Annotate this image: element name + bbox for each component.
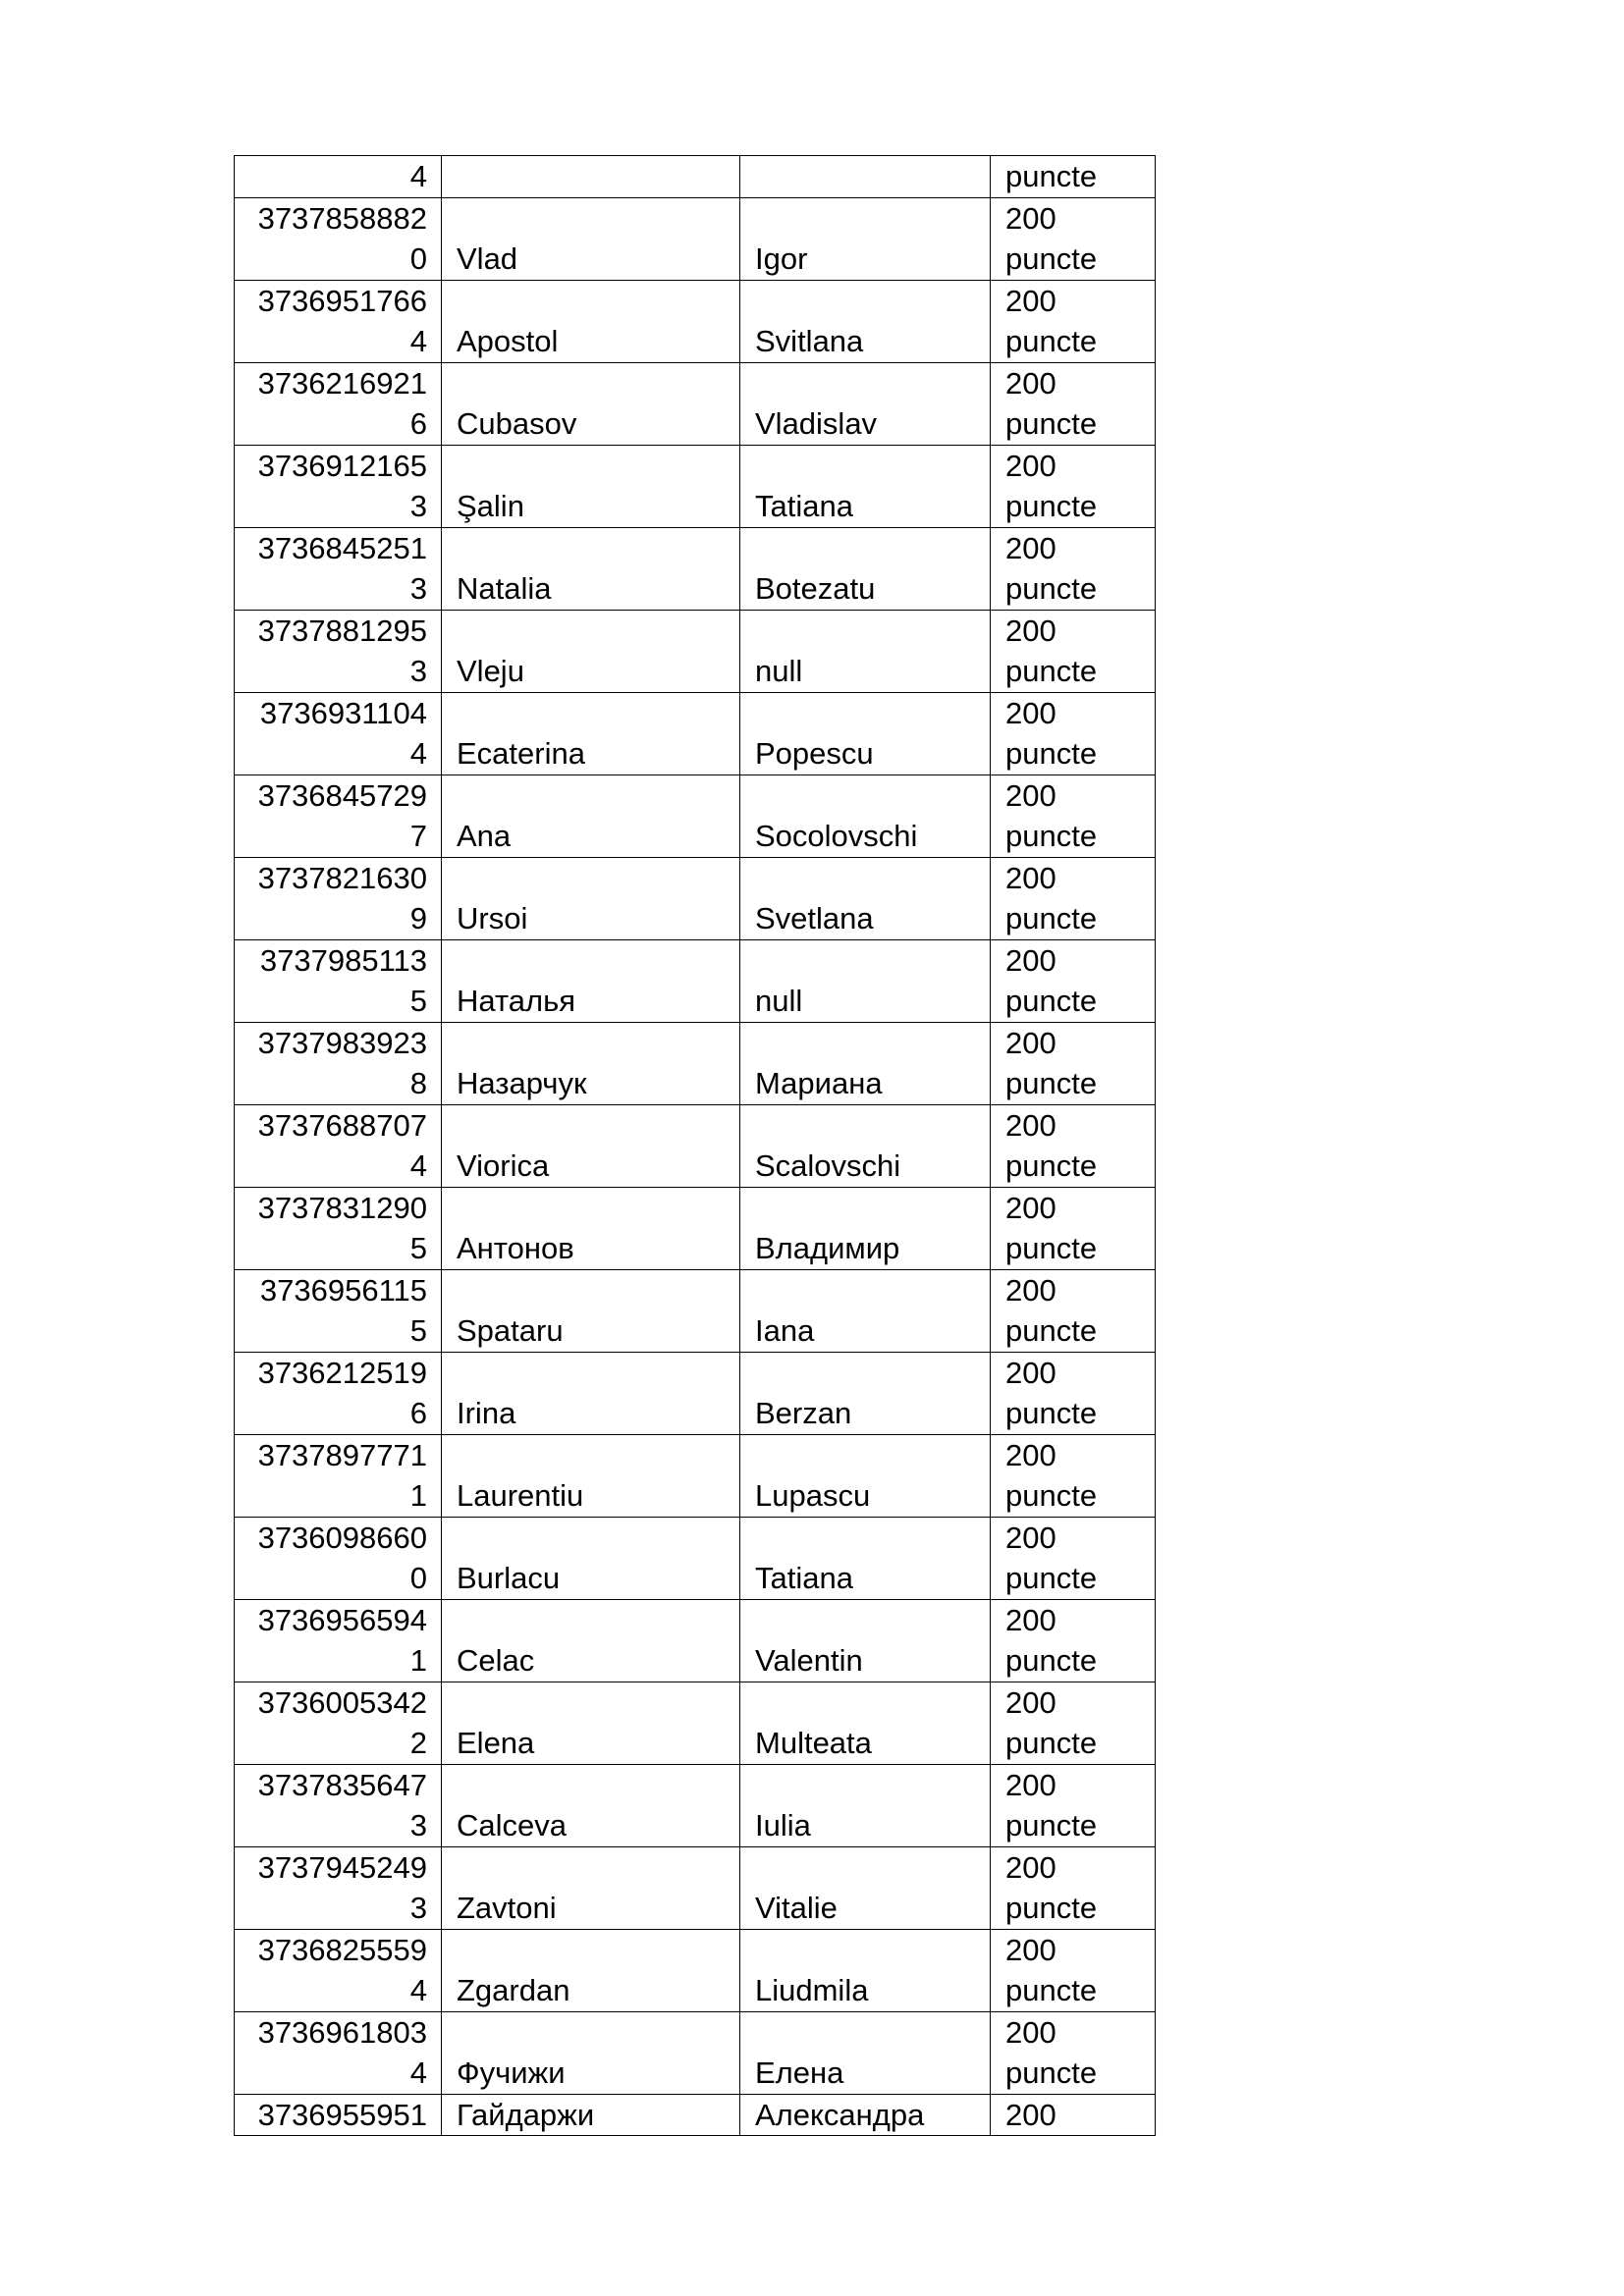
first-name: null — [755, 984, 803, 1018]
first-name-cell — [740, 1022, 991, 1104]
points-cell — [991, 2011, 1156, 2094]
points-cell — [991, 692, 1156, 774]
table-row — [235, 1517, 1156, 1599]
points-unit: puncte — [1005, 1478, 1098, 1513]
table-row — [235, 610, 1156, 692]
first-name: null — [755, 654, 803, 688]
points-cell — [991, 280, 1156, 362]
last-name-cell — [442, 280, 740, 362]
last-name: Natalia — [457, 571, 552, 606]
points-unit: puncte — [1005, 1561, 1098, 1595]
points-value: 200 — [1005, 2014, 1056, 2050]
points-value: 200 — [1005, 365, 1056, 400]
points-value: 200 — [1005, 613, 1056, 648]
phone-number-tail: 4 — [409, 324, 427, 358]
table-row — [235, 1352, 1156, 1434]
phone-number: 3736845251 — [257, 530, 427, 565]
table-row — [235, 362, 1156, 445]
table-row — [235, 280, 1156, 362]
first-name: Svetlana — [755, 901, 874, 935]
table-row — [235, 1682, 1156, 1764]
points-cell — [991, 362, 1156, 445]
last-name-cell — [442, 1846, 740, 1929]
table-row-continued — [235, 156, 1156, 198]
last-name: Наталья — [457, 984, 576, 1018]
phone-number-tail: 2 — [409, 1726, 427, 1760]
first-name-cell — [740, 280, 991, 362]
table-row — [235, 692, 1156, 774]
first-name: Владимир — [755, 1231, 900, 1265]
phone-number-tail: 5 — [409, 984, 427, 1018]
last-name-cell — [442, 774, 740, 857]
phone-number-tail: 4 — [409, 736, 427, 771]
first-name: Liudmila — [755, 1973, 869, 2007]
points-unit: puncte — [1005, 489, 1098, 523]
phone-cell — [235, 362, 442, 445]
last-name-cell — [442, 1352, 740, 1434]
first-name: Vitalie — [755, 1891, 838, 1925]
first-name-cell — [740, 445, 991, 527]
first-name-cell — [740, 939, 991, 1022]
last-name: Calceva — [457, 1808, 567, 1842]
table-row — [235, 939, 1156, 1022]
last-name: Şalin — [457, 489, 524, 523]
points-cell — [991, 527, 1156, 610]
phone-number-tail: 4 — [409, 2056, 427, 2090]
table-row — [235, 1434, 1156, 1517]
first-name: Александра — [755, 2097, 925, 2132]
points-value: 200 — [1005, 1684, 1056, 1720]
phone-cell — [235, 1352, 442, 1434]
points-value: 200 — [1005, 1437, 1056, 1472]
last-name-cell — [442, 2011, 740, 2094]
first-name: Multeata — [755, 1726, 872, 1760]
phone-number: 3737688707 — [257, 1107, 427, 1143]
points-unit: puncte — [1005, 1891, 1098, 1925]
first-name: Tatiana — [755, 1561, 853, 1595]
last-name: Spataru — [457, 1313, 564, 1348]
last-name: Cubasov — [457, 406, 577, 441]
table-row — [235, 1104, 1156, 1187]
first-name-cell — [740, 610, 991, 692]
table-row — [235, 774, 1156, 857]
last-name-cell — [442, 1434, 740, 1517]
last-name-cell — [442, 1764, 740, 1846]
phone-number-tail: 1 — [409, 1643, 427, 1678]
phone-number: 3736216921 — [257, 365, 427, 400]
phone-cell — [235, 610, 442, 692]
first-name: Мариана — [755, 1066, 883, 1100]
phone-number-tail: 0 — [409, 241, 427, 276]
last-name-cell — [442, 1022, 740, 1104]
points-cell — [991, 1929, 1156, 2011]
last-name-cell — [442, 1682, 740, 1764]
phone-cell — [235, 1104, 442, 1187]
phone-number-tail: 1 — [409, 1478, 427, 1513]
last-name: Ana — [457, 819, 512, 853]
points-value: 200 — [1005, 1602, 1056, 1637]
phone-number: 3736845729 — [257, 777, 427, 813]
phone-number-tail: 3 — [409, 654, 427, 688]
phone-number: 3736098660 — [257, 1520, 427, 1555]
last-name: Vleju — [457, 654, 524, 688]
phone-cell — [235, 2011, 442, 2094]
first-name: Tatiana — [755, 489, 853, 523]
points-cell — [991, 197, 1156, 280]
first-name-cell — [740, 1682, 991, 1764]
points-value: 200 — [1005, 1767, 1056, 1802]
phone-cell — [235, 1682, 442, 1764]
last-name-cell — [442, 2094, 740, 2136]
phone-number-tail: 9 — [409, 901, 427, 935]
phone-number: 3737821630 — [257, 860, 427, 895]
points-value: 200 — [1005, 695, 1056, 730]
table-row — [235, 1269, 1156, 1352]
points-value: 200 — [1005, 2097, 1056, 2132]
last-name: Celac — [457, 1643, 535, 1678]
last-name-cell — [442, 610, 740, 692]
phone-cell — [235, 774, 442, 857]
first-name-cell — [740, 692, 991, 774]
phone-number: 3736961803 — [257, 2014, 427, 2050]
phone-number: 3737983923 — [257, 1025, 427, 1060]
table-row — [235, 1929, 1156, 2011]
phone-number: 3737831290 — [257, 1190, 427, 1225]
phone-number: 3737858882 — [257, 200, 427, 236]
points-unit: puncte — [1005, 736, 1098, 771]
last-name: Ecaterina — [457, 736, 585, 771]
phone-number: 3737945249 — [257, 1849, 427, 1885]
points-cell — [991, 1846, 1156, 1929]
phone-number-tail: 3 — [409, 489, 427, 523]
phone-cell — [235, 527, 442, 610]
points-value: 200 — [1005, 1190, 1056, 1225]
last-name: Назарчук — [457, 1066, 587, 1100]
first-name: Vladislav — [755, 406, 878, 441]
last-name-cell — [442, 1104, 740, 1187]
phone-cell — [235, 445, 442, 527]
table-body — [235, 156, 1156, 2136]
phone-number: 3737881295 — [257, 613, 427, 648]
last-name-cell — [442, 939, 740, 1022]
points-unit: puncte — [1005, 241, 1098, 276]
points-value: 200 — [1005, 1025, 1056, 1060]
last-name-cell — [442, 197, 740, 280]
phone-cell — [235, 1187, 442, 1269]
first-name: Botezatu — [755, 571, 876, 606]
phone-number-tail: 4 — [409, 1973, 427, 2007]
points-cell — [991, 1517, 1156, 1599]
first-name-cell — [740, 1269, 991, 1352]
points-unit: puncte — [1005, 159, 1098, 193]
points-cell — [991, 1764, 1156, 1846]
last-name-cell — [442, 1269, 740, 1352]
phone-number: 3737897771 — [257, 1437, 427, 1472]
phone-cell — [235, 1846, 442, 1929]
last-name: Zavtoni — [457, 1891, 557, 1925]
last-name: Viorica — [457, 1148, 550, 1183]
points-cell — [991, 1187, 1156, 1269]
phone-cell — [235, 1517, 442, 1599]
points-cell — [991, 1352, 1156, 1434]
points-unit: puncte — [1005, 324, 1098, 358]
last-name: Фучижи — [457, 2056, 566, 2090]
phone-number-tail: 4 — [409, 159, 427, 193]
points-unit: puncte — [1005, 1148, 1098, 1183]
phone-number: 3736912165 — [257, 448, 427, 483]
first-name-cell — [740, 1104, 991, 1187]
last-name-cell — [442, 1187, 740, 1269]
points-cell — [991, 939, 1156, 1022]
points-value: 200 — [1005, 283, 1056, 318]
last-name-cell — [442, 362, 740, 445]
phone-cell — [235, 1764, 442, 1846]
table-row-last — [235, 2094, 1156, 2136]
first-name-cell — [740, 1599, 991, 1682]
phone-number: 3736956594 — [257, 1602, 427, 1637]
last-name: Гайдаржи — [457, 2097, 595, 2132]
first-name: Iulia — [755, 1808, 811, 1842]
phone-number: 3736005342 — [257, 1684, 427, 1720]
first-name-cell — [740, 1352, 991, 1434]
first-name-cell — [740, 1434, 991, 1517]
phone-cell — [235, 2094, 442, 2136]
points-unit: puncte — [1005, 1231, 1098, 1265]
phone-cell — [235, 1269, 442, 1352]
last-name: Burlacu — [457, 1561, 561, 1595]
last-name: Антонов — [457, 1231, 574, 1265]
table-row — [235, 1022, 1156, 1104]
first-name-cell — [740, 1187, 991, 1269]
phone-number-tail: 5 — [409, 1231, 427, 1265]
first-name-cell — [740, 2011, 991, 2094]
points-cell — [991, 774, 1156, 857]
phone-number: 3736212519 — [257, 1355, 427, 1390]
table-row — [235, 2011, 1156, 2094]
table-row — [235, 857, 1156, 939]
table-row — [235, 1764, 1156, 1846]
last-name-cell — [442, 445, 740, 527]
points-unit: puncte — [1005, 1396, 1098, 1430]
phone-cell — [235, 1434, 442, 1517]
last-name: Ursoi — [457, 901, 528, 935]
first-name-cell — [740, 527, 991, 610]
first-name-cell — [740, 857, 991, 939]
points-value: 200 — [1005, 448, 1056, 483]
last-name: Apostol — [457, 324, 559, 358]
points-unit: puncte — [1005, 819, 1098, 853]
phone-number-tail: 3 — [409, 1891, 427, 1925]
points-cell — [991, 1682, 1156, 1764]
points-unit: puncte — [1005, 1313, 1098, 1348]
first-name-cell — [740, 2094, 991, 2136]
phone-number: 3737835647 — [257, 1767, 427, 1802]
phone-cell — [235, 692, 442, 774]
phone-cell — [235, 197, 442, 280]
points-cell — [991, 445, 1156, 527]
points-value: 200 — [1005, 1272, 1056, 1308]
points-value: 200 — [1005, 942, 1056, 978]
table-row — [235, 1187, 1156, 1269]
points-value: 200 — [1005, 1520, 1056, 1555]
last-name: Laurentiu — [457, 1478, 584, 1513]
points-unit: puncte — [1005, 571, 1098, 606]
points-unit: puncte — [1005, 901, 1098, 935]
table-row — [235, 1846, 1156, 1929]
last-name-cell — [442, 1929, 740, 2011]
last-name: Zgardan — [457, 1973, 570, 2007]
phone-number-tail: 4 — [409, 1148, 427, 1183]
first-name: Igor — [755, 241, 808, 276]
points-cell — [991, 2094, 1156, 2136]
points-unit: puncte — [1005, 406, 1098, 441]
points-unit: puncte — [1005, 654, 1098, 688]
points-value: 200 — [1005, 1849, 1056, 1885]
first-name-cell — [740, 362, 991, 445]
phone-number-tail: 6 — [409, 1396, 427, 1430]
first-name: Lupascu — [755, 1478, 871, 1513]
last-name-cell — [442, 857, 740, 939]
phone-number-tail: 7 — [409, 819, 427, 853]
phone-cell — [235, 857, 442, 939]
last-name — [457, 156, 739, 197]
points-unit: puncte — [1005, 1066, 1098, 1100]
first-name-cell — [740, 1846, 991, 1929]
points-value: 200 — [1005, 1355, 1056, 1390]
phone-number: 3736931104 — [259, 695, 427, 730]
phone-number-tail: 3 — [409, 1808, 427, 1842]
points-cell — [991, 1022, 1156, 1104]
phone-cell — [235, 156, 442, 198]
first-name: Scalovschi — [755, 1148, 901, 1183]
phone-number: 3736951766 — [257, 283, 427, 318]
phone-cell — [235, 280, 442, 362]
phone-cell — [235, 939, 442, 1022]
first-name-cell — [740, 1764, 991, 1846]
phone-number-tail: 5 — [409, 1313, 427, 1348]
phone-number-tail: 6 — [409, 406, 427, 441]
phone-number-tail: 3 — [409, 571, 427, 606]
first-name-cell — [740, 774, 991, 857]
table-row — [235, 445, 1156, 527]
points-unit: puncte — [1005, 984, 1098, 1018]
points-value: 200 — [1005, 777, 1056, 813]
points-cell — [991, 156, 1156, 198]
points-cell — [991, 1434, 1156, 1517]
phone-number: 3736956115 — [259, 1272, 427, 1308]
phone-number: 3737985113 — [259, 942, 427, 978]
first-name: Popescu — [755, 736, 874, 771]
points-unit: puncte — [1005, 1808, 1098, 1842]
points-cell — [991, 1269, 1156, 1352]
last-name-cell — [442, 156, 740, 198]
phone-cell — [235, 1599, 442, 1682]
first-name: Елена — [755, 2056, 844, 2090]
table-row — [235, 1599, 1156, 1682]
points-unit: puncte — [1005, 1643, 1098, 1678]
first-name: Svitlana — [755, 324, 864, 358]
points-value: 200 — [1005, 1932, 1056, 1967]
last-name: Irina — [457, 1396, 516, 1430]
first-name: Socolovschi — [755, 819, 918, 853]
last-name: Vlad — [457, 241, 518, 276]
last-name-cell — [442, 1599, 740, 1682]
points-value: 200 — [1005, 860, 1056, 895]
points-unit: puncte — [1005, 1726, 1098, 1760]
last-name-cell — [442, 527, 740, 610]
points-value: 200 — [1005, 530, 1056, 565]
first-name — [755, 156, 990, 197]
phone-cell — [235, 1022, 442, 1104]
first-name: Iana — [755, 1313, 815, 1348]
phone-number-tail: 0 — [409, 1561, 427, 1595]
phone-number: 3736955951 — [257, 2097, 427, 2132]
last-name: Elena — [457, 1726, 535, 1760]
points-table — [234, 155, 1156, 2136]
phone-number: 3736825559 — [257, 1932, 427, 1967]
points-cell — [991, 610, 1156, 692]
last-name-cell — [442, 1517, 740, 1599]
points-value: 200 — [1005, 1107, 1056, 1143]
points-value: 200 — [1005, 200, 1056, 236]
phone-cell — [235, 1929, 442, 2011]
points-unit: puncte — [1005, 1973, 1098, 2007]
points-cell — [991, 1104, 1156, 1187]
table-row — [235, 527, 1156, 610]
first-name-cell — [740, 197, 991, 280]
last-name-cell — [442, 692, 740, 774]
points-cell — [991, 857, 1156, 939]
points-cell — [991, 1599, 1156, 1682]
first-name: Berzan — [755, 1396, 852, 1430]
first-name: Valentin — [755, 1643, 863, 1678]
table-row — [235, 197, 1156, 280]
first-name-cell — [740, 1929, 991, 2011]
first-name-cell — [740, 1517, 991, 1599]
phone-number-tail: 8 — [409, 1066, 427, 1100]
points-unit: puncte — [1005, 2056, 1098, 2090]
first-name-cell — [740, 156, 991, 198]
